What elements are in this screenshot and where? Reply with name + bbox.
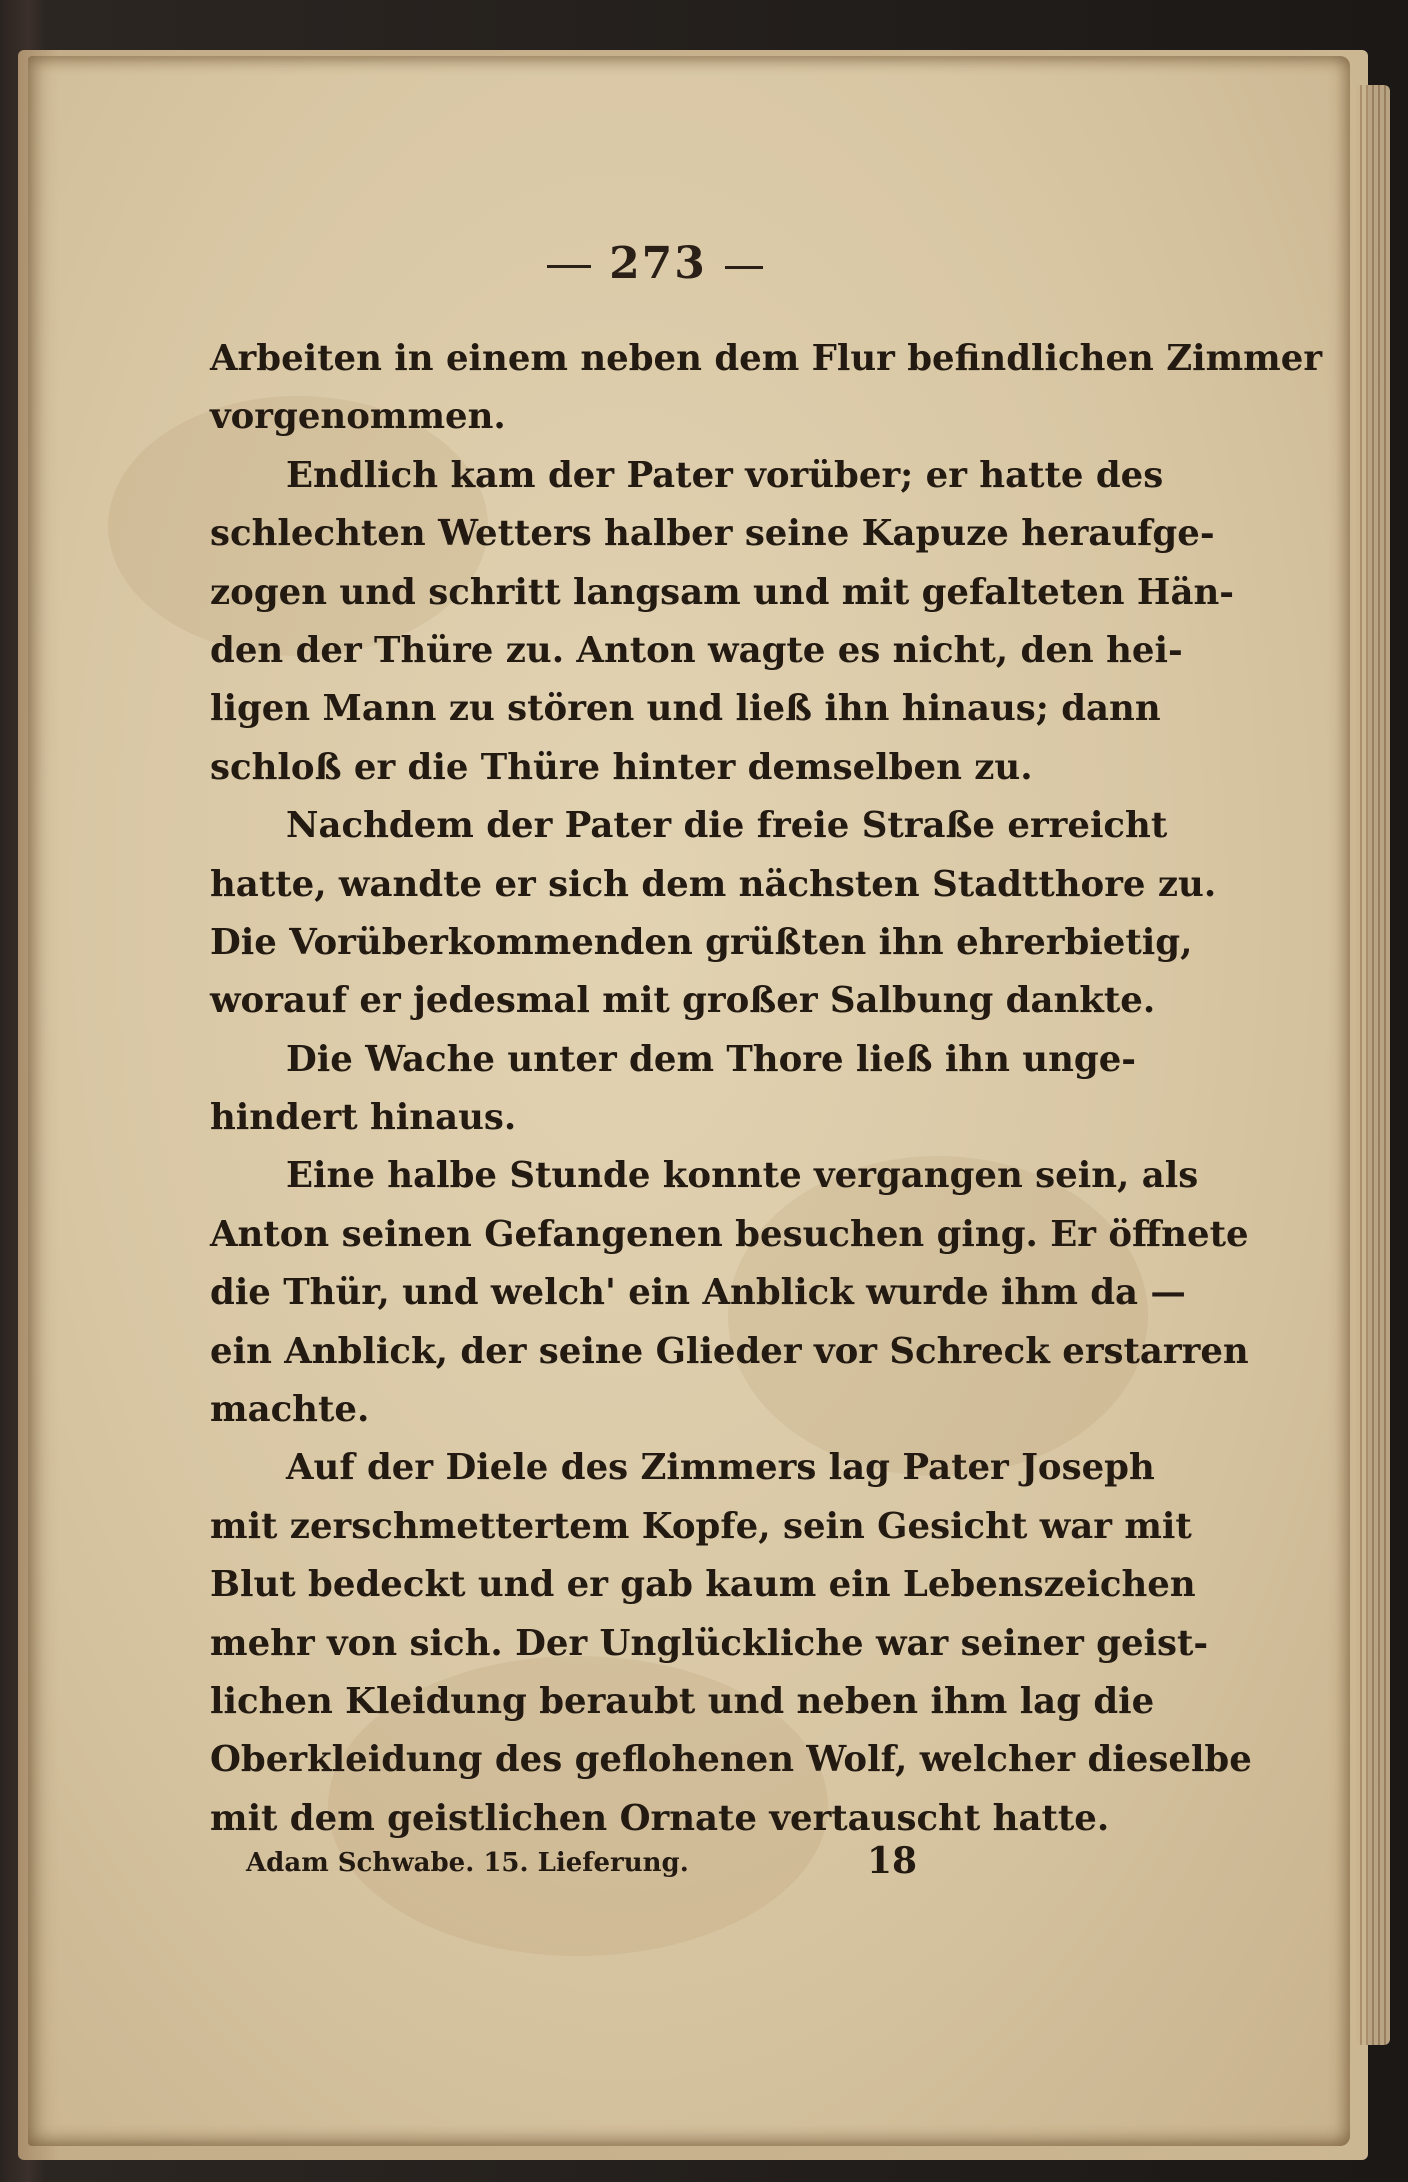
text-line: die Thür, und welch' ein Anblick wurde ihm da — [210, 1272, 1186, 1314]
text-line: schloß er die Thüre hinter demselben zu. [210, 746, 1033, 788]
text-line: lichen Kleidung beraubt und neben ihm lag die [210, 1680, 1155, 1722]
page-footer [210, 1840, 918, 1890]
text-line: den der Thüre zu. Anton wagte es nicht, den hei- [210, 629, 1183, 671]
text-line: Endlich kam der Pater vorüber; er hatte des [286, 454, 1164, 496]
header-dash-right [725, 266, 763, 269]
page-header [530, 238, 780, 288]
body-text [210, 330, 1323, 1848]
text-line: Arbeiten in einem neben dem Flur befindlichen Zimmer [210, 338, 1323, 379]
text-line: hatte, wandte er sich dem nächsten Stadtthore zu. [210, 863, 1217, 905]
text-line: Eine halbe Stunde konnte vergangen sein, als [286, 1155, 1199, 1197]
printer-signature: Adam Schwabe. 15. Lieferung. [246, 1848, 689, 1878]
text-line: worauf er jedesmal mit großer Salbung dankte. [210, 980, 1156, 1022]
text-line: mit zerschmettertem Kopfe, sein Gesicht war mit [210, 1505, 1192, 1547]
page-number: 273 [609, 237, 707, 289]
text-line: Oberkleidung des geflohenen Wolf, welcher dieselbe [210, 1739, 1252, 1781]
text-line: mehr von sich. Der Unglückliche war seiner geist- [210, 1622, 1209, 1664]
text-line: hindert hinaus. [210, 1097, 517, 1139]
text-line: machte. [210, 1389, 370, 1431]
header-dash-left [547, 265, 591, 268]
text-line: zogen und schritt langsam und mit gefalteten Hän- [210, 571, 1235, 613]
text-line: Nachdem der Pater die freie Straße erreicht [286, 805, 1168, 847]
text-line: Die Vorüberkommenden grüßten ihn ehrerbietig, [210, 921, 1193, 963]
text-line: Anton seinen Gefangenen besuchen ging. Er öffnete [210, 1213, 1249, 1255]
page-edges [1356, 85, 1390, 2045]
text-line: ligen Mann zu stören und ließ ihn hinaus; dann [210, 688, 1161, 730]
text-line: mit dem geistlichen Ornate vertauscht hatte. [210, 1797, 1110, 1839]
text-line: schlechten Wetters halber seine Kapuze heraufge- [210, 513, 1215, 555]
text-line: Blut bedeckt und er gab kaum ein Lebenszeichen [210, 1564, 1196, 1606]
sheet-number: 18 [867, 1840, 918, 1882]
text-line: Die Wache unter dem Thore ließ ihn unge- [286, 1038, 1137, 1080]
text-line: vorgenommen. [210, 396, 506, 438]
text-line: ein Anblick, der seine Glieder vor Schreck erstarren [210, 1330, 1249, 1372]
text-line: Auf der Diele des Zimmers lag Pater Joseph [286, 1447, 1155, 1489]
